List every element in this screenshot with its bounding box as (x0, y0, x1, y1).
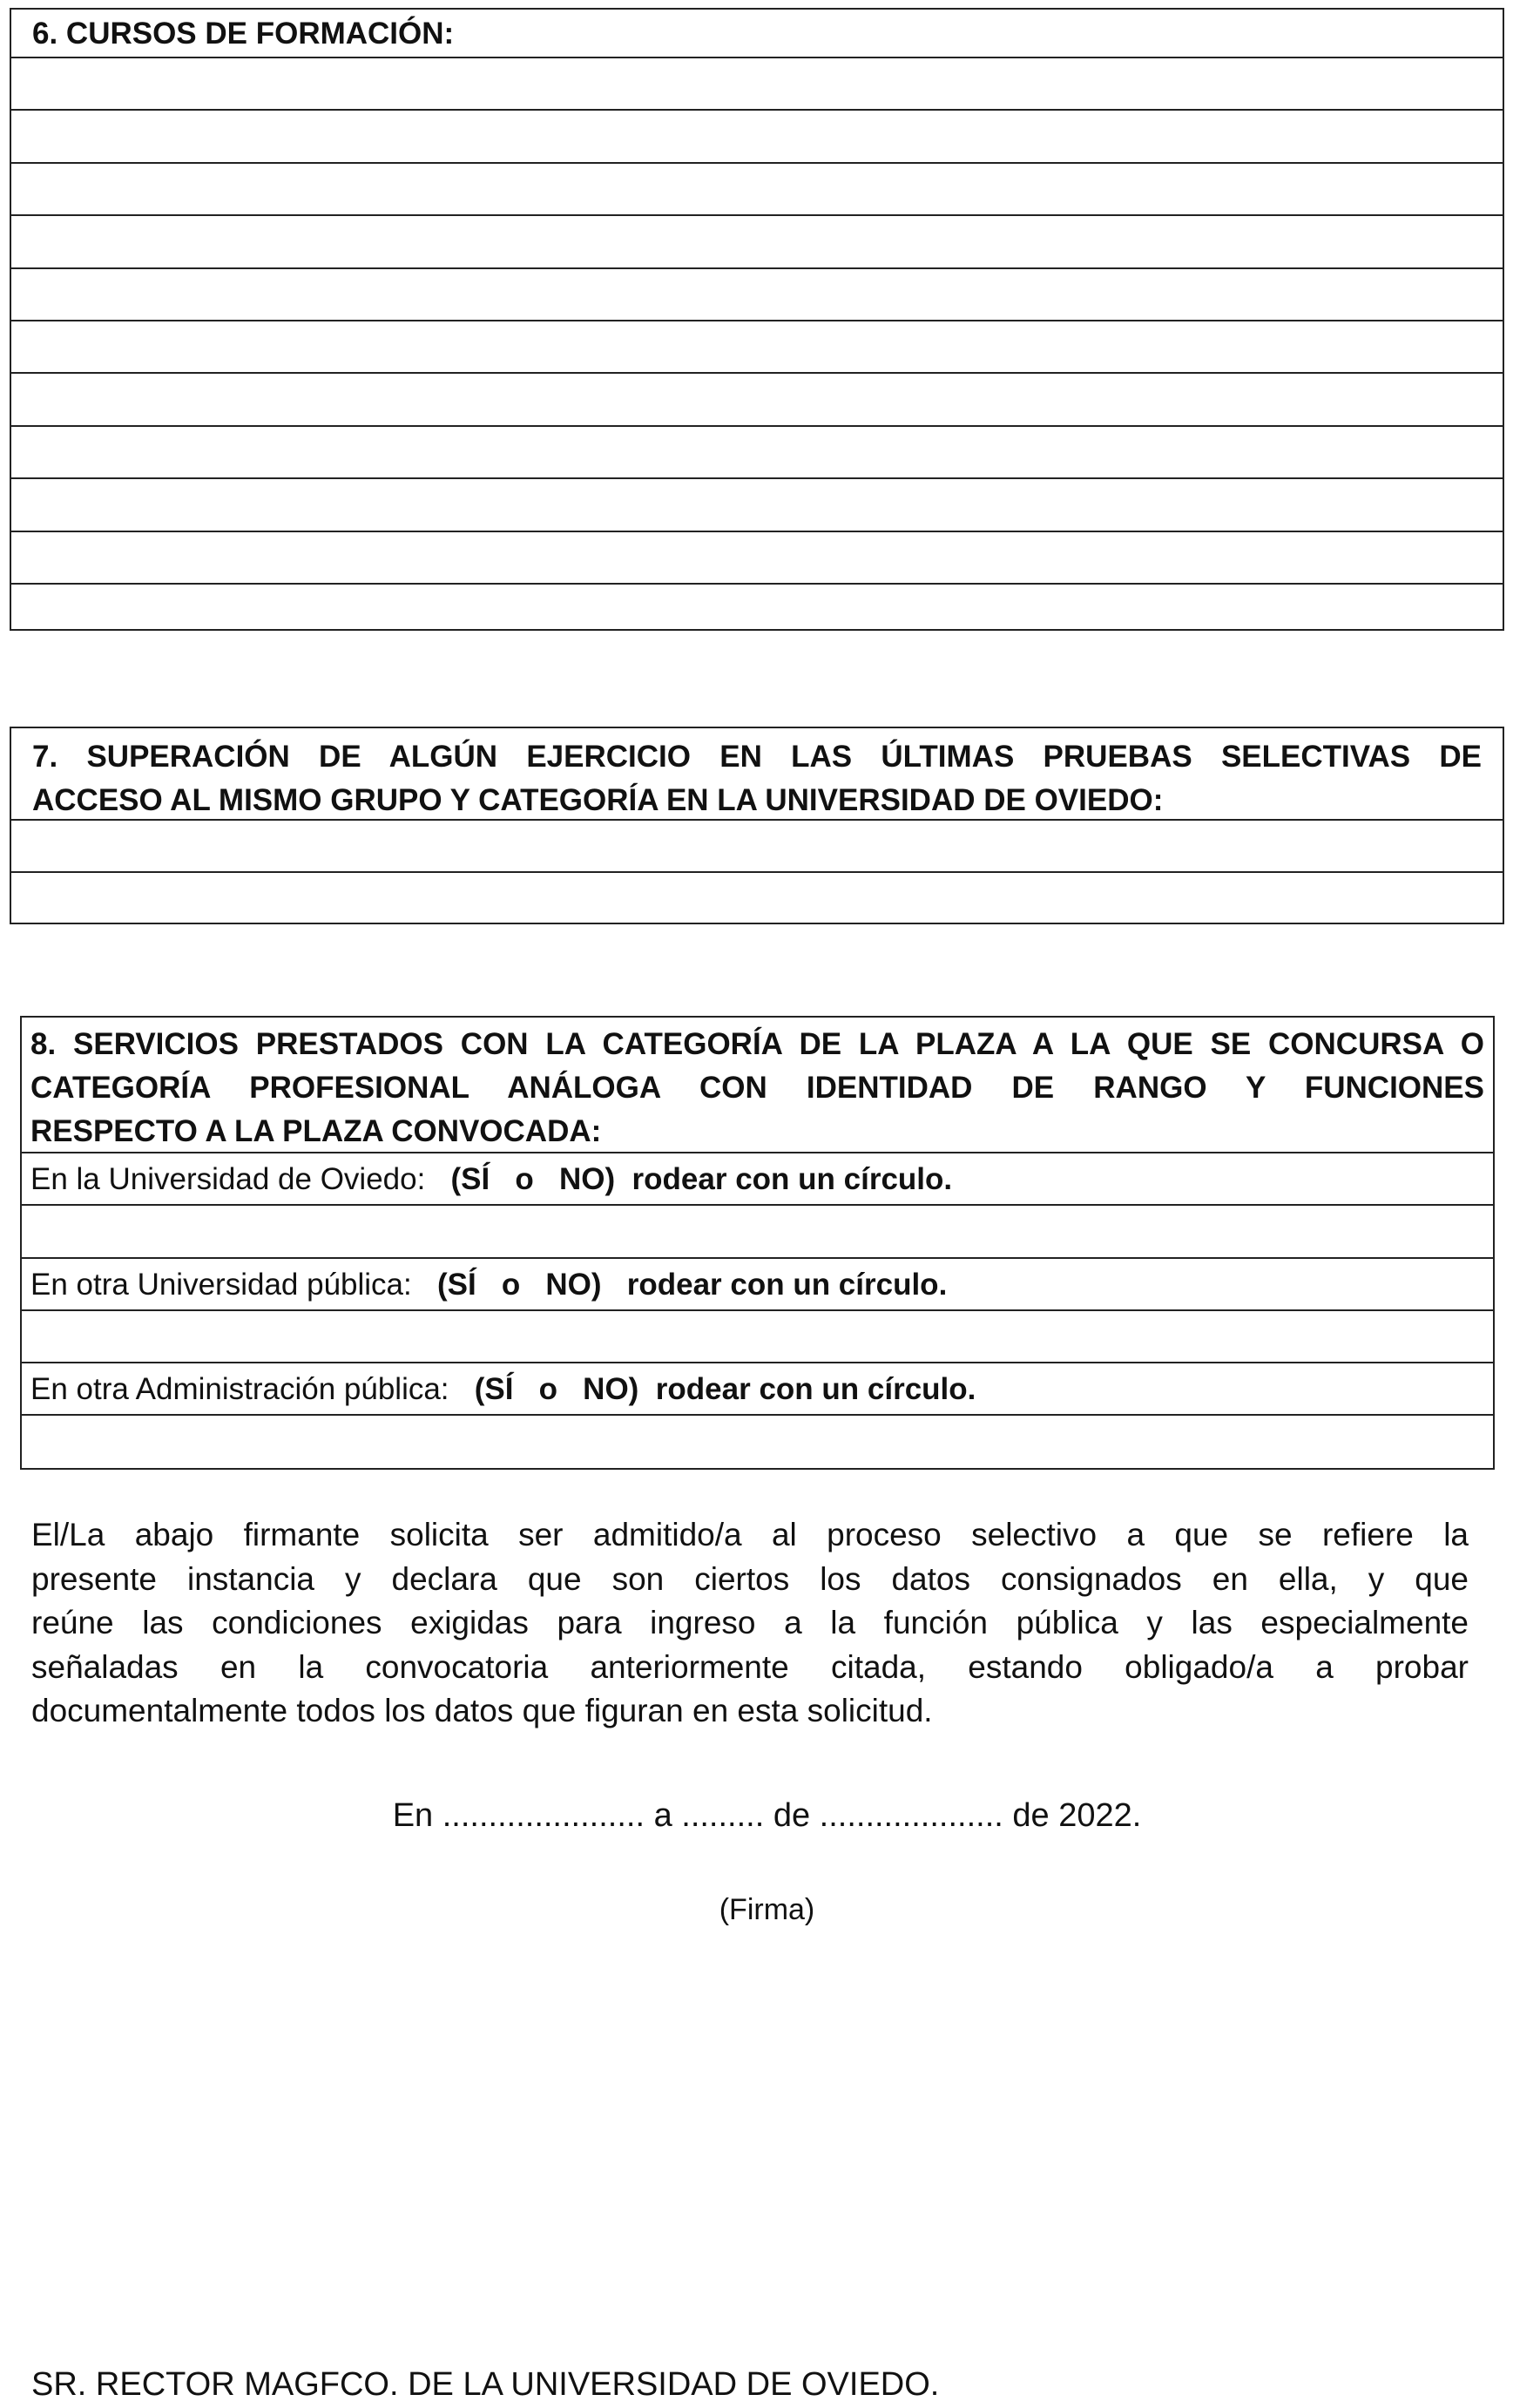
section-7-title (11, 728, 1503, 821)
service-university-oviedo-instruction: rodear con un círculo. (615, 1162, 953, 1196)
service-university-oviedo-details[interactable] (22, 1206, 1493, 1258)
section-8-title (22, 1018, 1493, 1153)
place-and-date-line[interactable]: En ...................... a ......... de .................... de 2022. (392, 1797, 1142, 1834)
declaration-line-2: presente instancia y declara que son ciertos los datos consignados en ella, y que (31, 1560, 1469, 1597)
training-course-entry-4[interactable] (11, 216, 1503, 268)
previous-exam-entry-1[interactable] (11, 821, 1503, 873)
declaration-line-4: señaladas en la convocatoria anteriormente citada, estando obligado/a a probar (31, 1648, 1469, 1685)
section-6-training-courses (10, 8, 1504, 631)
declaration-line-3: reúne las condiciones exigidas para ingreso a la función pública y las especialmente (31, 1605, 1469, 1640)
service-other-administration-row (22, 1363, 1493, 1416)
section-7-title-line-1: 7. SUPERACIÓN DE ALGÚN EJERCICIO EN LAS ÚLTIMAS PRUEBAS SELECTIVAS DE (32, 740, 1482, 774)
section-8-services-rendered (20, 1016, 1495, 1470)
declaration-line-1: El/La abajo firmante solicita ser admitido/a al proceso selectivo a que se refiere la (31, 1517, 1469, 1552)
spacer (425, 1162, 450, 1196)
service-other-university-row (22, 1259, 1493, 1311)
training-course-entry-9[interactable] (11, 479, 1503, 531)
section-8-title-line-3: RESPECTO A LA PLAZA CONVOCADA: (30, 1114, 602, 1148)
training-course-entry-1[interactable] (11, 58, 1503, 111)
section-7-previous-exams (10, 727, 1504, 924)
training-course-entry-8[interactable] (11, 427, 1503, 479)
declaration-line-5: documentalmente todos los datos que figuran en esta solicitud. (31, 1693, 933, 1728)
training-course-entry-11[interactable] (11, 585, 1503, 637)
training-course-entry-10[interactable] (11, 532, 1503, 585)
training-course-entry-5[interactable] (11, 269, 1503, 321)
training-course-entry-3[interactable] (11, 164, 1503, 216)
signature-label: (Firma) (719, 1893, 815, 1926)
service-other-administration-label: En otra Administración pública: (30, 1372, 449, 1407)
service-university-oviedo-label: En la Universidad de Oviedo: (30, 1162, 426, 1196)
service-university-oviedo-row (22, 1153, 1493, 1206)
section-8-title-line-1: 8. SERVICIOS PRESTADOS CON LA CATEGORÍA DE LA PLAZA A LA QUE SE CONCURSA O (30, 1027, 1484, 1061)
service-other-university-details[interactable] (22, 1311, 1493, 1363)
service-university-oviedo-options[interactable]: (SÍ o NO) (450, 1162, 616, 1196)
spacer (449, 1372, 475, 1406)
training-course-entry-7[interactable] (11, 374, 1503, 426)
service-other-administration-options[interactable]: (SÍ o NO) (474, 1372, 639, 1407)
service-other-university-instruction: rodear con un círculo. (601, 1267, 948, 1302)
section-8-title-line-2: CATEGORÍA PROFESIONAL ANÁLOGA CON IDENTIDAD DE RANGO Y FUNCIONES (30, 1071, 1484, 1105)
addressee-line: SR. RECTOR MAGFCO. DE LA UNIVERSIDAD DE OVIEDO. (31, 2366, 940, 2403)
service-other-administration-instruction: rodear con un círculo. (638, 1372, 976, 1407)
service-other-university-options[interactable]: (SÍ o NO) (436, 1267, 602, 1302)
section-6-title: 6. CURSOS DE FORMACIÓN: (11, 10, 1503, 58)
previous-exam-entry-2[interactable] (11, 873, 1503, 925)
training-course-entry-2[interactable] (11, 111, 1503, 163)
training-course-entry-6[interactable] (11, 321, 1503, 374)
section-7-title-line-2: ACCESO AL MISMO GRUPO Y CATEGORÍA EN LA UNIVERSIDAD DE OVIEDO: (32, 783, 1164, 817)
service-other-university-label: En otra Universidad pública: (30, 1267, 412, 1302)
spacer (412, 1268, 437, 1302)
declaration-paragraph (31, 1513, 1469, 1734)
service-other-administration-details[interactable] (22, 1416, 1493, 1468)
